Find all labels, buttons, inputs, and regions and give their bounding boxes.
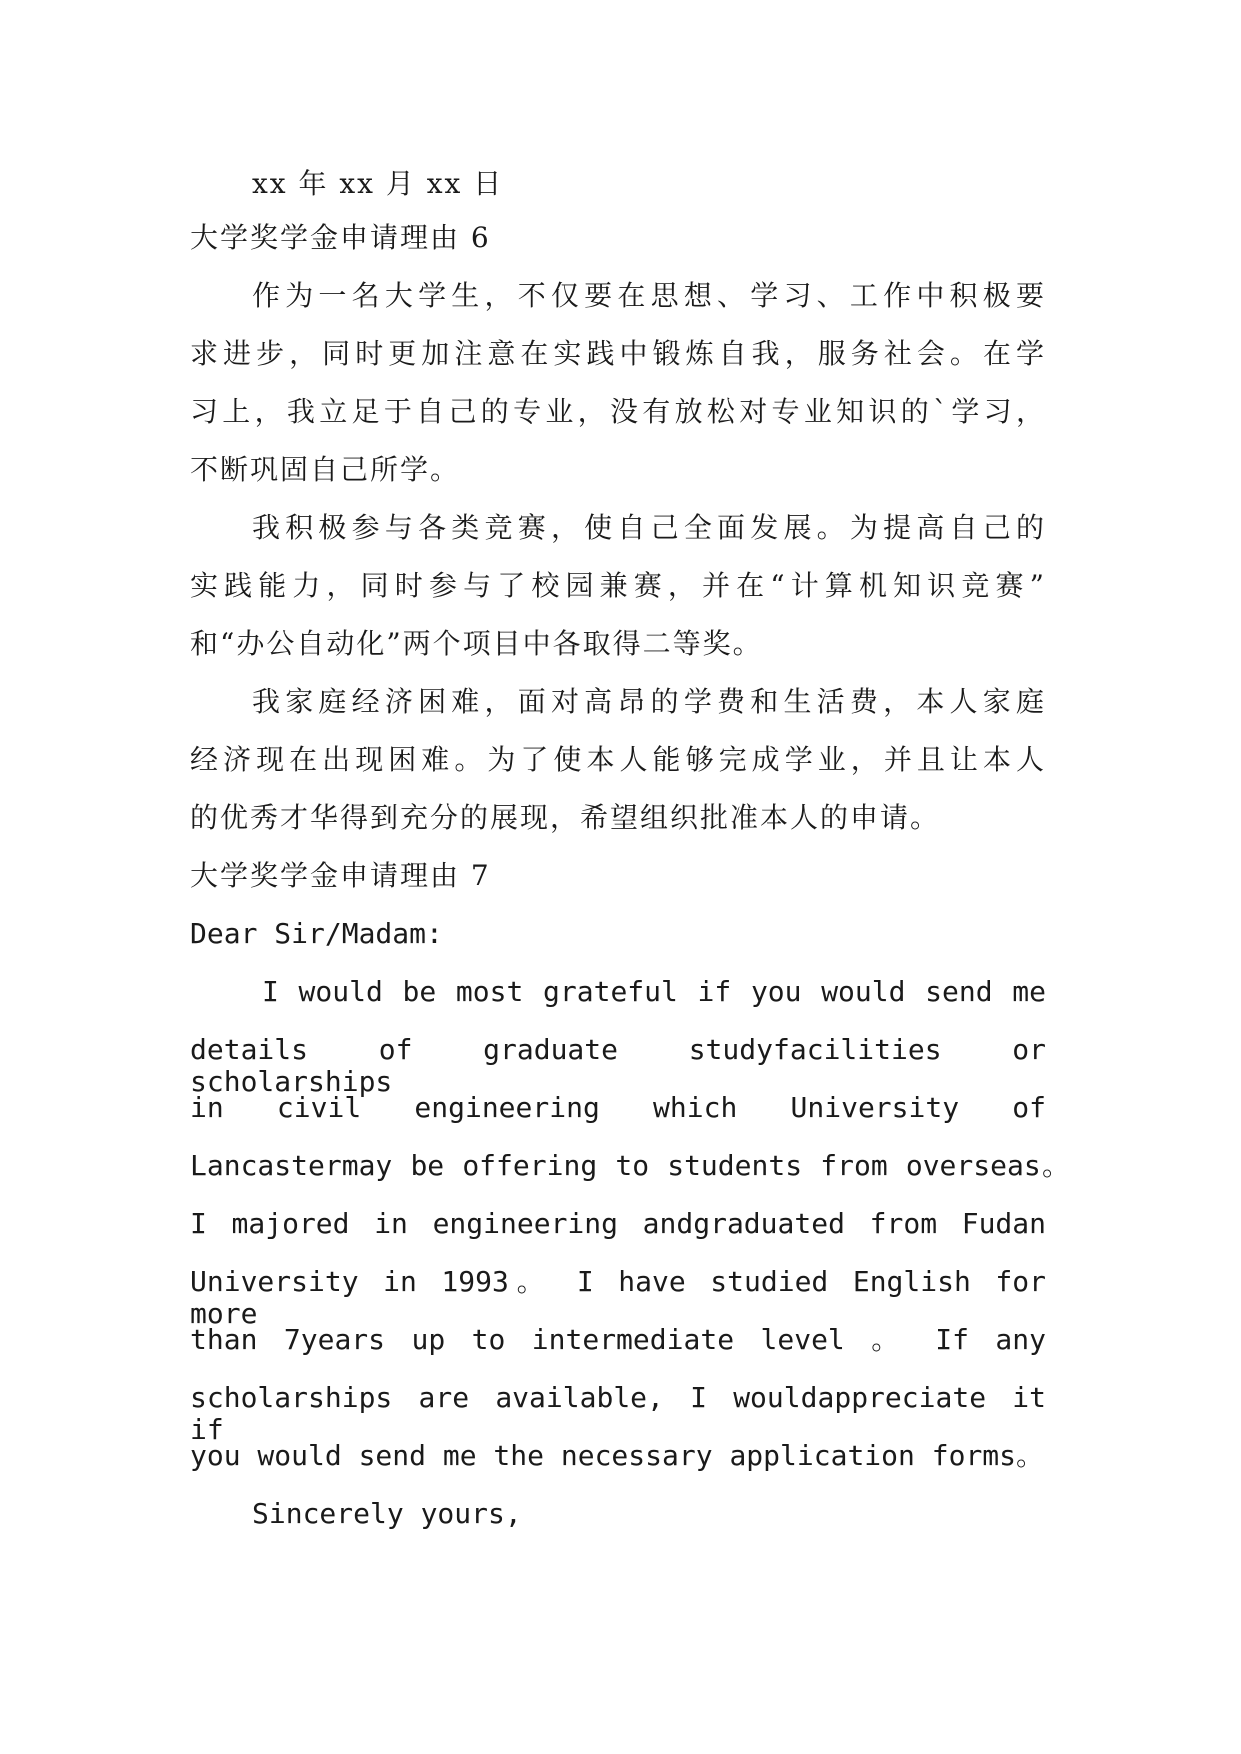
paragraph-line: 不断巩固自己所学。 — [190, 453, 461, 486]
section-6-heading: 大学奖学金申请理由 6 — [190, 221, 491, 254]
paragraph-line: 的优秀才华得到充分的展现，希望组织批准本人的申请。 — [190, 801, 941, 834]
paragraph-line: 习上，我立足于自己的专业，没有放松对专业知识的`学习， — [190, 395, 1046, 428]
paragraph-line: 求进步，同时更加注意在实践中锻炼自我，服务社会。在学 — [190, 337, 1046, 370]
letter-line: details of graduate studyfacilities or scholarships — [190, 1033, 1046, 1098]
closing: Sincerely yours, — [252, 1497, 522, 1530]
letter-line: than 7years up to intermediate level 。 If any — [190, 1323, 1046, 1356]
paragraph-line: 我积极参与各类竞赛，使自己全面发展。为提高自己的 — [252, 511, 1046, 544]
paragraph-line: 经济现在出现困难。为了使本人能够完成学业，并且让本人 — [190, 743, 1046, 776]
letter-line: I majored in engineering andgraduated from Fudan — [190, 1207, 1046, 1240]
letter-line: I would be most grateful if you would send me — [262, 975, 1046, 1008]
letter-line: University in 1993。 I have studied English for more — [190, 1265, 1046, 1330]
paragraph-line: 实践能力，同时参与了校园兼赛，并在“计算机知识竞赛” — [190, 569, 1046, 602]
date-line: xx 年 xx 月 xx 日 — [252, 167, 504, 200]
section-7-heading: 大学奖学金申请理由 7 — [190, 859, 491, 892]
letter-line: you would send me the necessary application forms。 — [190, 1439, 1045, 1472]
letter-line: in civil engineering which University of — [190, 1091, 1046, 1124]
salutation: Dear Sir/Madam: — [190, 917, 443, 950]
paragraph-line: 和“办公自动化”两个项目中各取得二等奖。 — [190, 627, 763, 660]
paragraph-line: 作为一名大学生，不仅要在思想、学习、工作中积极要 — [252, 279, 1046, 312]
letter-line: scholarships are available, I wouldappreciate it if — [190, 1381, 1046, 1446]
letter-line: Lancastermay be offering to students from overseas。 — [190, 1149, 1070, 1182]
paragraph-line: 我家庭经济困难，面对高昂的学费和生活费，本人家庭 — [252, 685, 1046, 718]
